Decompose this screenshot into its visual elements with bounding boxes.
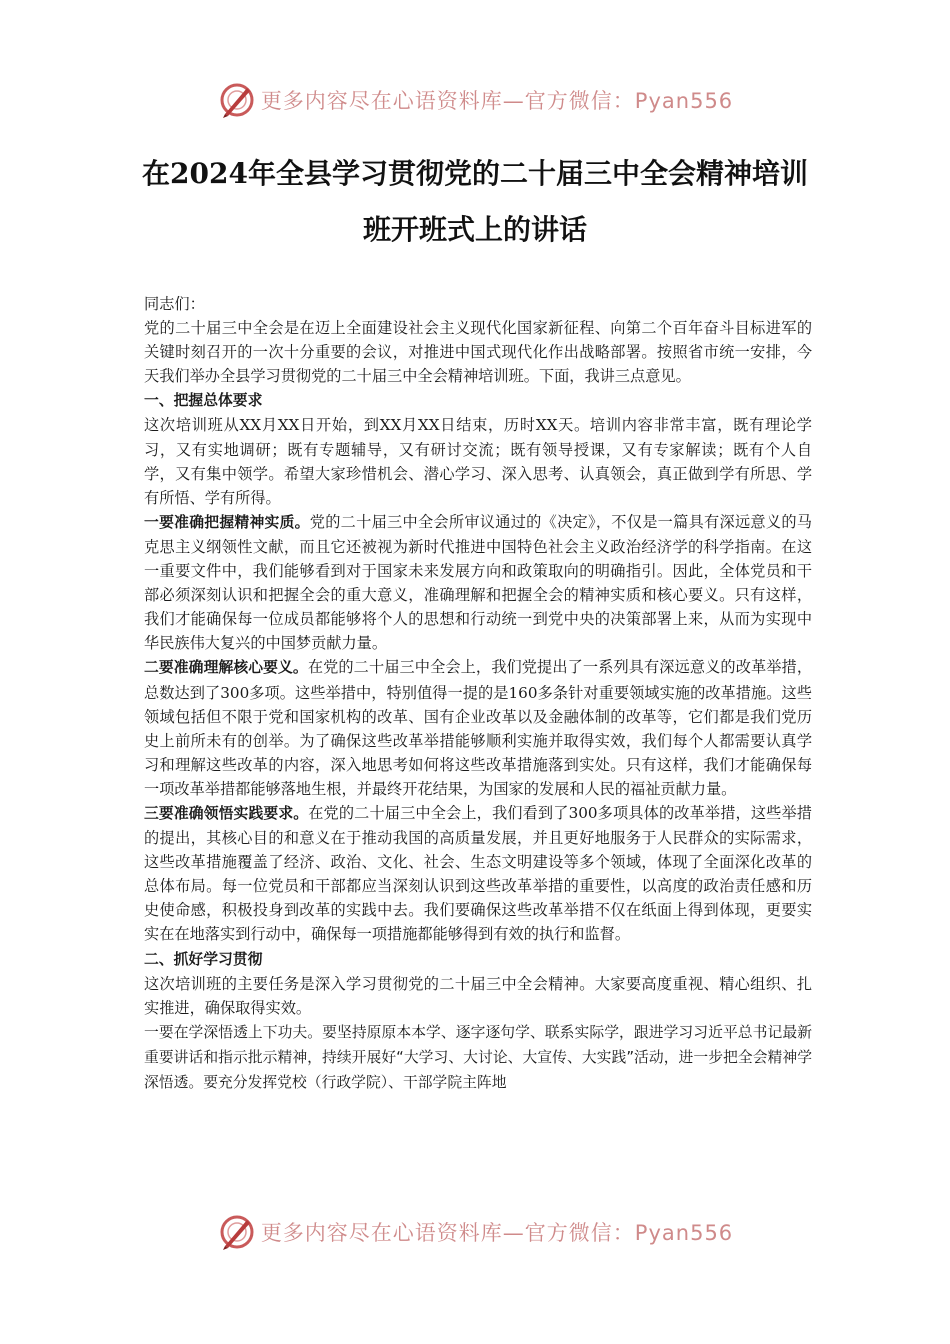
pen-circle-logo-icon (217, 80, 257, 120)
paragraph-point-2: 二要准确理解核心要义。在党的二十届三中全会上，我们党提出了一系列具有深远意义的改革举措，总数达到了300多项。这些举措中，特别值得一提的是160多条针对重要领域实施的改革措施。这些领域包括但不限于党和国家机构的改革、国有企业改革以及金融体制的改革等，它们都是我们党历史上前所未有的创举。为了确保这些改革举措能够顺利实施并取得实效，我们每个人都需要认真学习和理解这些改革的内容，深入地思考如何将这些改革措施落到实处。只有这样，我们才能确保每一项改革举措都能够落地生根，并最终开花结果，为国家的发展和人民的福祉贡献力量。 (144, 658, 812, 798)
section-heading-1: 一、把握总体要求 (144, 392, 263, 410)
paragraph-main-task: 这次培训班的主要任务是深入学习贯彻党的二十届三中全会精神。大家要高度重视、精心组织、扎实推进，确保取得实效。 (144, 974, 812, 1017)
paragraph-study-deeply: 一要在学深悟透上下功夫。要坚持原原本本学、逐字逐句学、联系实际学，跟进学习习近平总书记最新重要讲话和指示批示精神，持续开展好“大学习、大讨论、大宣传、大实践”活动，进一步把全会精神学深悟透。要充分发挥党校（行政学院）、干部学院主阵地 (144, 1023, 812, 1091)
salutation: 同志们： (144, 295, 205, 313)
footer-banner (0, 1210, 950, 1254)
paragraph-training-schedule: 这次培训班从XX月XX日开始，到XX月XX日结束，历时XX天。培训内容非常丰富，既有理论学习，又有实地调研；既有专题辅导，又有研讨交流；既有领导授课，又有专家解读；既有个人自学，又有集中领学。希望大家珍惜机会、潜心学习、深入思考、认真领会，真正做到学有所思、学有所悟、学有所得。 (144, 416, 812, 507)
paragraph-point-3: 三要准确领悟实践要求。在党的二十届三中全会上，我们看到了300多项具体的改革举措，这些举措的提出，其核心目的和意义在于推动我国的高质量发展，并且更好地服务于人民群众的实际需求，这些改革措施覆盖了经济、政治、文化、社会、生态文明建设等多个领域，体现了全面深化改革的总体布局。每一位党员和干部都应当深刻认识到这些改革举措的重要性，以高度的政治责任感和历史使命感，积极投身到改革的实践中去。我们要确保这些改革举措不仅在纸面上得到体现，更要实实在在地落实到行动中，确保每一项措施都能够得到有效的执行和监督。 (144, 803, 812, 944)
paragraph-point-1: 一要准确把握精神实质。党的二十届三中全会所审议通过的《决定》，不仅是一篇具有深远意义的马克思主义纲领性文献，而且它还被视为新时代推进中国特色社会主义政治经济学的科学指南。在这一重要文件中，我们能够看到对于国家未来发展方向和政策取向的明确指引。因此，全体党员和干部必须深刻认识和把握全会的重大意义，准确理解和把握全会的精神实质和核心要义。只有这样，我们才能确保每一位成员都能够将个人的思想和行动统一到党中央的决策部署上来，从而为实现中华民族伟大复兴的中国梦贡献力量。 (144, 512, 812, 653)
header-banner (0, 78, 950, 122)
intro-paragraph: 党的二十届三中全会是在迈上全面建设社会主义现代化国家新征程、向第二个百年奋斗目标进军的关键时刻召开的一次十分重要的会议，对推进中国式现代化作出战略部署。按照省市统一安排，今天我们举办全县学习贯彻党的二十届三中全会精神培训班。下面，我讲三点意见。 (144, 319, 812, 386)
document-title: 在2024年全县学习贯彻党的二十届三中全会精神培训班开班式上的讲话 (142, 157, 808, 246)
section-heading-2: 二、抓好学习贯彻 (144, 950, 263, 968)
footer-banner-text: 更多内容尽在心语资料库—官方微信：Pyan556 (260, 1221, 734, 1245)
header-banner-text: 更多内容尽在心语资料库—官方微信：Pyan556 (260, 89, 734, 113)
pen-circle-logo-icon (217, 1212, 257, 1252)
document-body (144, 292, 812, 1095)
